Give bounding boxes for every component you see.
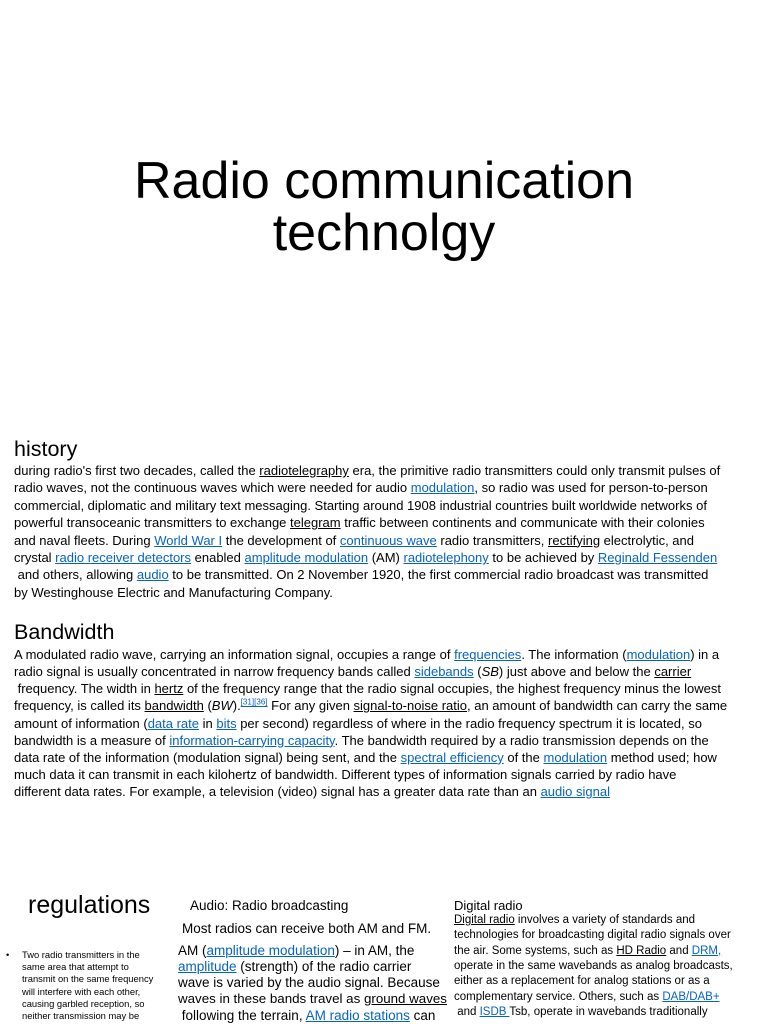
text-line — [454, 974, 710, 989]
text-line — [14, 514, 705, 531]
hyperlink[interactable]: audio — [136, 567, 169, 583]
text-line — [22, 949, 140, 961]
text-run: and naval fleets. During — [14, 532, 155, 548]
text-line — [14, 783, 610, 800]
hyperlink[interactable]: radiotelephony — [403, 550, 489, 566]
broadcasting-intro — [182, 920, 450, 937]
text-run: (strength) of the radio carrier — [236, 958, 412, 974]
text-run: during radio's first two decades, called the — [14, 463, 260, 478]
text-line — [178, 1008, 435, 1024]
text-line — [14, 732, 709, 749]
text-line — [14, 646, 719, 663]
text-line — [178, 991, 447, 1007]
text-run: operate in the same wavebands as analog broadcasts, — [454, 959, 733, 972]
hyperlink[interactable]: information-carrying capacity — [169, 732, 335, 748]
text-line — [454, 990, 720, 1005]
text-line — [454, 928, 731, 943]
text-run: , an amount of bandwidth can carry the same — [467, 698, 728, 714]
text-line — [178, 975, 440, 991]
hyperlink[interactable]: continuous wave — [339, 532, 437, 548]
text-run: crystal — [14, 550, 56, 566]
page-title — [0, 152, 768, 262]
text-run: bandwidth is a measure of — [14, 732, 170, 748]
text-line — [14, 749, 717, 766]
text-run: ) in a — [690, 647, 720, 662]
text-run: in — [199, 715, 217, 731]
text-run: amount of information ( — [14, 715, 148, 731]
text-run: per second) regardless of where in the radio frequency spectrum it is located, so — [236, 715, 702, 731]
hyperlink[interactable]: sidebands — [414, 664, 474, 680]
text-run: by Westinghouse Electric and Manufacturing Company. — [14, 584, 333, 600]
text-run: wave is varied by the audio signal. Because — [178, 975, 440, 990]
text-run: . The bandwidth required by a radio transmission depends on the — [334, 732, 709, 748]
hyperlink[interactable]: World War I — [154, 532, 223, 548]
text-line — [14, 532, 694, 549]
text-line — [14, 497, 707, 514]
text-run: traffic between continents and communicate with their colonies — [340, 515, 705, 531]
text-run: powerful transoceanic transmitters to exchange — [14, 515, 291, 531]
hyperlink[interactable]: AM radio stations — [305, 1007, 410, 1023]
hyperlink[interactable]: radio receiver detectors — [55, 550, 192, 566]
text-run: and — [666, 944, 692, 957]
hyperlink[interactable]: bits — [216, 715, 237, 731]
hyperlink[interactable]: DAB/DAB+ — [662, 990, 720, 1003]
text-line — [14, 680, 721, 697]
underlined-link[interactable]: telegram — [290, 515, 341, 531]
page-title-line: Radio communication — [133, 152, 635, 210]
text-run: method used; how — [607, 749, 717, 765]
hyperlink[interactable]: Reginald Fessenden — [597, 550, 718, 566]
underlined-link[interactable]: rectifying — [548, 532, 601, 548]
digital-radio-heading: Digital radio — [454, 898, 523, 913]
history-paragraph — [14, 462, 756, 601]
text-run: frequency. The width in — [14, 681, 155, 697]
text-run: technologies for broadcasting digital radio signals over — [454, 929, 731, 942]
text-line — [14, 566, 708, 583]
text-line — [178, 959, 411, 975]
text-run: radio signal is usually concentrated in narrow frequency bands called — [14, 664, 415, 680]
text-line — [22, 973, 153, 985]
text-run: and others, allowing — [14, 567, 137, 583]
text-run: AM ( — [178, 942, 207, 958]
text-run: radio waves, not the continuous waves which were needed for audio — [14, 480, 411, 496]
text-run: (AM) — [368, 550, 404, 566]
hyperlink[interactable]: amplitude modulation — [244, 550, 369, 566]
hyperlink[interactable]: amplitude modulation — [206, 942, 335, 958]
text-run: enabled — [191, 550, 245, 566]
hyperlink[interactable]: modulation — [543, 749, 608, 765]
text-run: transmit on the same frequency — [22, 973, 154, 985]
underlined-link[interactable]: signal-to-noise ratio — [353, 698, 467, 714]
text-run: can — [409, 1007, 436, 1023]
text-run: causing garbled reception, so — [22, 997, 145, 1009]
underlined-link[interactable]: hertz — [154, 681, 184, 697]
text-run: commercial, diplomatic and military text messaging. Starting around 1908 industrial countries built worldwide networks of — [14, 497, 707, 513]
text-line — [22, 1010, 139, 1022]
regulations-heading: regulations — [28, 891, 151, 919]
hyperlink[interactable]: modulation — [626, 647, 691, 662]
hyperlink[interactable]: modulation — [410, 480, 475, 496]
text-line — [454, 944, 721, 959]
underlined-link[interactable]: Digital radio — [454, 914, 515, 926]
text-run: ) – in AM, the — [334, 942, 415, 958]
text-run: different data rates. For example, a television (video) signal has a greater data rate than an — [14, 784, 541, 799]
history-heading: history — [14, 437, 78, 461]
hyperlink[interactable]: ISDB — [479, 1005, 510, 1018]
text-line — [14, 462, 720, 479]
text-run: same area that attempt to — [22, 961, 129, 973]
broadcasting-paragraph — [178, 943, 450, 1024]
text-line — [14, 766, 676, 783]
text-line — [22, 986, 140, 998]
text-line — [22, 998, 144, 1010]
italic-text: BW — [211, 698, 233, 714]
text-run: data rate of the information (modulation signal) being sent, and the — [14, 749, 401, 765]
text-line — [22, 961, 129, 973]
text-run: following the terrain, — [178, 1007, 306, 1023]
text-run: frequency, is called its — [14, 698, 145, 714]
text-run: A modulated radio wave, carrying an information signal, occupies a range of — [14, 647, 455, 662]
text-run: era, the primitive radio transmitters could only transmit pulses of — [348, 463, 721, 478]
bullet-marker — [6, 949, 9, 961]
underlined-link[interactable]: carrier — [654, 664, 692, 680]
citation-link[interactable]: [31][36] — [240, 698, 268, 708]
hyperlink[interactable]: frequencies — [454, 647, 522, 662]
text-run: to be transmitted. On 2 November 1920, the first commercial radio broadcast was transmitted — [168, 567, 709, 583]
text-run: Tsb, operate in wavebands traditionally — [509, 1005, 708, 1018]
text-run: of the frequency range that the radio signal occupies, the highest frequency minus the lowest — [183, 681, 722, 697]
text-line — [178, 943, 414, 959]
text-run: ). — [232, 698, 241, 714]
hyperlink[interactable]: amplitude — [178, 958, 237, 974]
regulations-bullet-list — [22, 949, 160, 1022]
text-run: to be achieved by — [488, 550, 598, 566]
hyperlink[interactable]: spectral efficiency — [400, 749, 504, 765]
text-line — [14, 715, 702, 732]
text-run: . The information ( — [521, 647, 627, 662]
bandwidth-heading: Bandwidth — [14, 620, 115, 644]
text-run: ( — [473, 664, 482, 680]
hyperlink[interactable]: data rate — [147, 715, 200, 731]
text-line — [14, 549, 717, 566]
text-line — [14, 584, 333, 601]
text-line — [454, 913, 695, 928]
text-run: complementary service. Others, such as — [454, 990, 663, 1003]
text-run: and — [454, 1005, 480, 1018]
digital-radio-paragraph — [454, 913, 754, 1020]
bandwidth-paragraph — [14, 646, 756, 800]
text-run: Two radio transmitters in the — [22, 949, 140, 960]
text-line — [14, 479, 708, 496]
italic-text: SB — [481, 664, 499, 680]
text-run: much data it can transmit in each kilohertz of bandwidth. Different types of information signals carried by radio have — [14, 766, 677, 782]
text-line: Most radios can receive both AM and FM. — [182, 921, 432, 936]
text-run: either as a replacement for analog stations or as a — [454, 975, 710, 988]
hyperlink[interactable]: DRM, — [691, 944, 722, 957]
page-title-line: technolgy — [272, 204, 496, 262]
text-run: the air. Some systems, such as — [454, 944, 617, 957]
text-run: radio transmitters, — [436, 532, 549, 548]
text-run: will interfere with each other, — [22, 985, 141, 997]
text-run: , so radio was used for person-to-person — [474, 480, 708, 496]
text-run: electrolytic, and — [600, 532, 694, 548]
text-run: ( — [203, 698, 212, 714]
text-run: of the — [503, 749, 544, 765]
text-run: waves in these bands travel as — [178, 991, 364, 1007]
text-run: the development of — [222, 532, 340, 548]
text-run: neither transmission may be — [22, 1010, 140, 1022]
text-line — [454, 1005, 708, 1020]
text-run: ) just above and below the — [498, 664, 655, 680]
text-line — [14, 697, 727, 714]
text-line — [454, 959, 733, 974]
text-run: involves a variety of standards and — [514, 914, 696, 926]
hyperlink[interactable]: audio signal — [540, 784, 610, 799]
underlined-link[interactable]: bandwidth — [144, 698, 204, 714]
underlined-link[interactable]: HD Radio — [616, 944, 667, 957]
underlined-link[interactable]: radiotelegraphy — [259, 463, 349, 478]
underlined-link[interactable]: ground waves — [363, 991, 447, 1007]
text-line — [14, 663, 691, 680]
broadcasting-heading: Audio: Radio broadcasting — [190, 898, 349, 913]
text-run: For any given — [267, 698, 354, 714]
